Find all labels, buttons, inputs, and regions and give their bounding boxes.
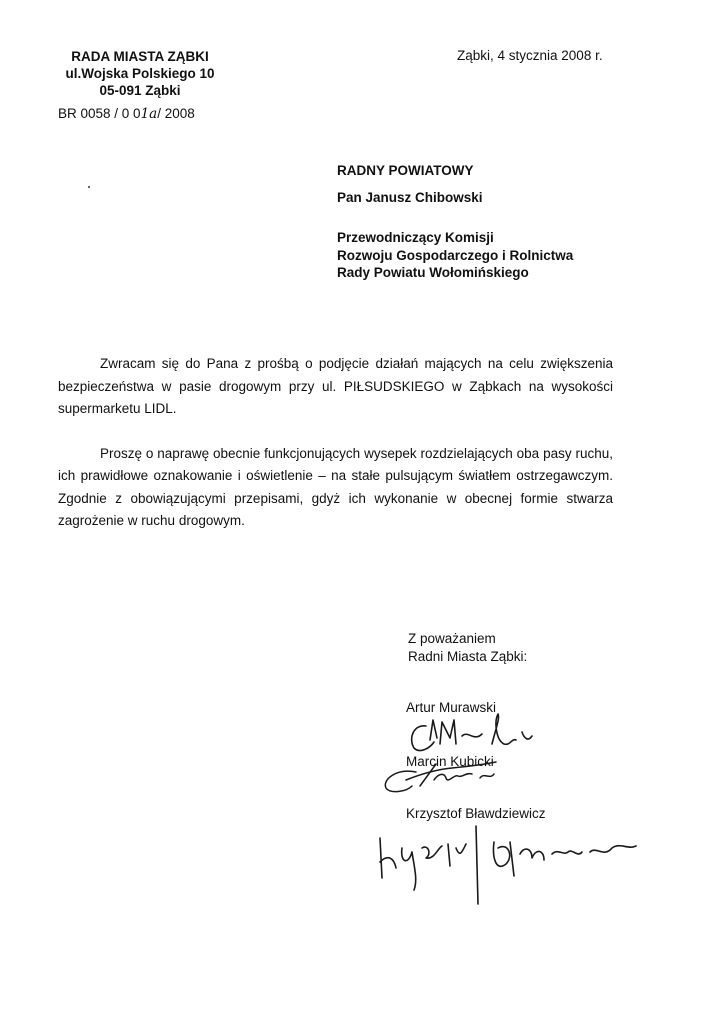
addressee-role-3: Rady Powiatu Wołomińskiego	[337, 265, 529, 280]
addressee-role-2: Rozwoju Gospodarczego i Rolnictwa	[337, 247, 574, 263]
reference-prefix: BR 0058 / 0 0	[58, 106, 141, 121]
sender-block	[40, 48, 240, 99]
letter-body	[58, 353, 613, 555]
scan-speck	[88, 186, 90, 188]
reference-suffix: / 2008	[157, 106, 195, 121]
signature-2	[376, 750, 516, 798]
closing-block	[408, 630, 527, 666]
sender-street: ul.Wojska Polskiego 10	[65, 66, 215, 81]
sender-name: RADA MIASTA ZĄBKI	[71, 49, 209, 64]
body-paragraph-2: Proszę o naprawę obecnie funkcjonujących wysepek rozdzielających oba pasy ruchu, ich prawidłowe oznakowanie i oświetlenie – na stałe pulsującym światłem ostrzegawczym. Zgodnie z obowiązującymi przepisami, gdyż ich wykonanie w obecnej formie stwarza zagrożenie w ruchu drogowym.	[58, 445, 613, 528]
reference-number	[58, 106, 195, 122]
sender-city: 05-091 Ząbki	[99, 83, 181, 98]
addressee-role-1: Przewodniczący Komisji	[337, 230, 494, 245]
closing-signers-label: Radni Miasta Ząbki:	[408, 649, 528, 664]
closing-salutation: Z poważaniem	[408, 631, 496, 646]
signatory-name-3: Krzysztof Bławdziewicz	[406, 806, 546, 821]
reference-handwritten: 1a	[140, 106, 158, 122]
signature-3	[372, 818, 647, 908]
letter-date: Ząbki, 4 stycznia 2008 r.	[457, 48, 603, 63]
addressee-title: RADNY POWIATOWY	[337, 163, 474, 178]
addressee-block	[337, 163, 573, 282]
signatory-name-1: Artur Murawski	[406, 700, 497, 715]
addressee-name: Pan Janusz Chibowski	[337, 190, 483, 205]
signatory-name-2: Marcin Kubicki	[406, 754, 494, 769]
body-paragraph-1: Zwracam się do Pana z prośbą o podjęcie działań mających na celu zwiększenia bezpieczeństwa w pasie drogowym przy ul. PIŁSUDSKIEGO w Ząbkach na wysokości supermarketu LIDL.	[58, 356, 613, 416]
